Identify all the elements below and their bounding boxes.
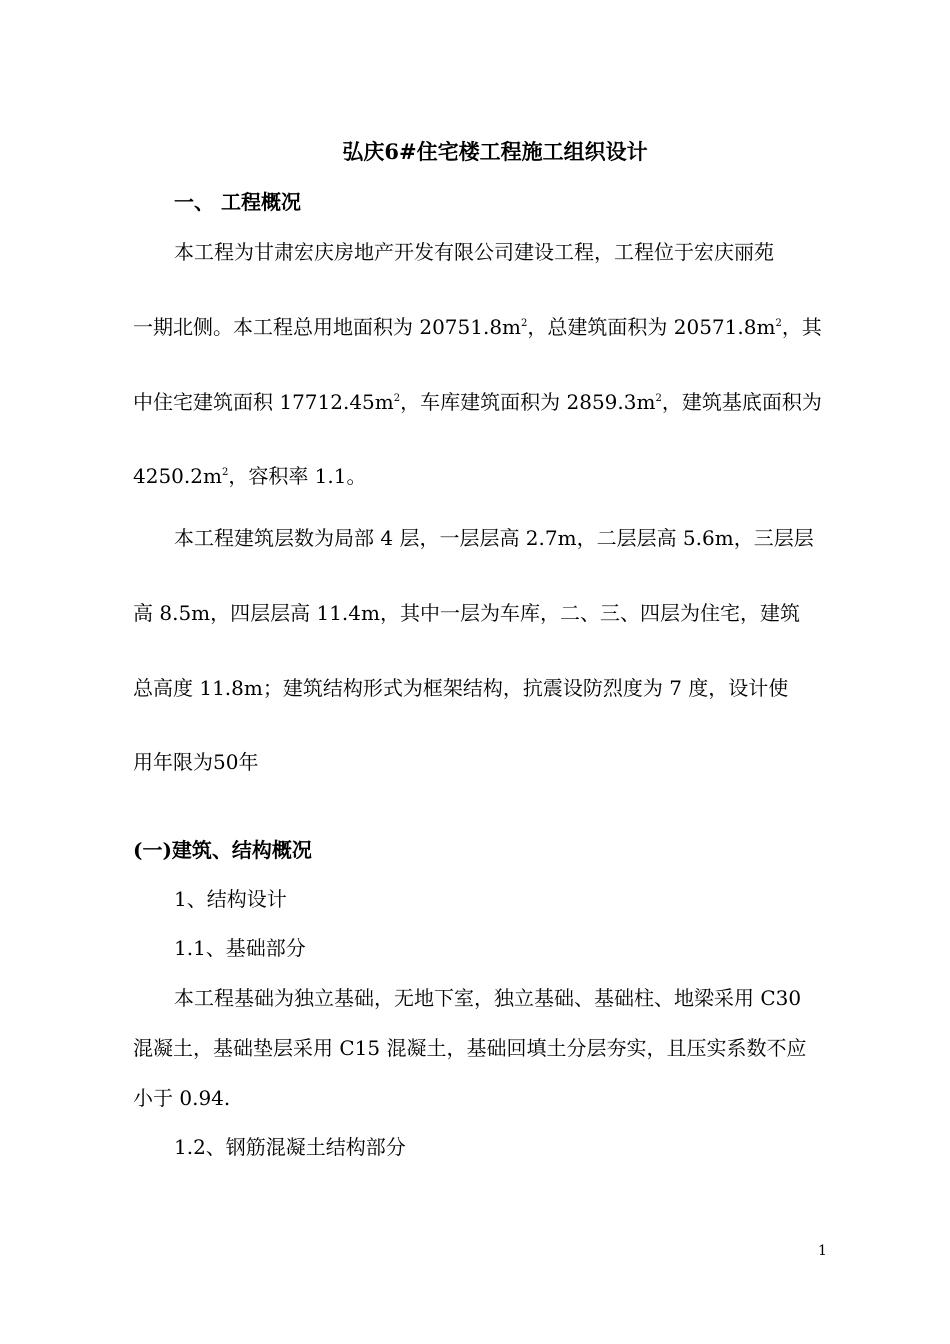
superscript: 2: [521, 318, 528, 329]
paragraph-line: [133, 463, 367, 489]
text-run: ，车库建筑面积为 2859.3m: [400, 390, 656, 414]
paragraph-line: 用年限为50年: [133, 750, 259, 774]
list-item: 1.2、钢筋混凝土结构部分: [174, 1135, 406, 1159]
superscript: 2: [775, 318, 782, 329]
text-run: ，总建筑面积为 20571.8m: [527, 315, 776, 339]
text-run: ，容积率 1.1。: [228, 464, 367, 488]
paragraph-line: 高 8.5m，四层层高 11.4m，其中一层为车库，二、三、四层为住宅，建筑: [133, 601, 800, 625]
paragraph-line: 总高度 11.8m；建筑结构形式为框架结构，抗震设防烈度为 7 度，设计使: [133, 676, 789, 700]
paragraph-line: 本工程基础为独立基础，无地下室，独立基础、基础柱、地梁采用 C30: [174, 986, 802, 1010]
paragraph-line: 本工程建筑层数为局部 4 层，一层层高 2.7m，二层层高 5.6m，三层层: [174, 526, 814, 550]
paragraph-line: [133, 314, 822, 340]
list-item: 1、结构设计: [174, 887, 287, 911]
text-run: 一期北侧。本工程总用地面积为 20751.8m: [133, 315, 522, 339]
paragraph-line: 混凝土，基础垫层采用 C15 混凝土，基础回填土分层夯实，且压实系数不应: [133, 1036, 807, 1060]
text-run: 4250.2m: [133, 464, 222, 488]
paragraph-line: 本工程为甘肃宏庆房地产开发有限公司建设工程，工程位于宏庆丽苑: [174, 240, 774, 264]
paragraph-line: 小于 0.94.: [133, 1086, 231, 1110]
section-heading: 一、 工程概况: [174, 190, 301, 214]
paragraph-line: [133, 389, 822, 415]
superscript: 2: [221, 467, 229, 478]
page-number: 1: [818, 1243, 827, 1259]
superscript: 2: [393, 393, 401, 404]
text-run: ，其: [781, 315, 822, 339]
list-item: 1.1、基础部分: [174, 936, 306, 960]
text-run: ，建筑基底面积为: [661, 390, 822, 414]
superscript: 2: [655, 393, 662, 404]
text-run: 中住宅建筑面积 17712.45m: [133, 390, 394, 414]
document-title: 弘庆6#住宅楼工程施工组织设计: [342, 139, 648, 164]
subsection-heading: (一)建筑、结构概况: [133, 838, 312, 862]
